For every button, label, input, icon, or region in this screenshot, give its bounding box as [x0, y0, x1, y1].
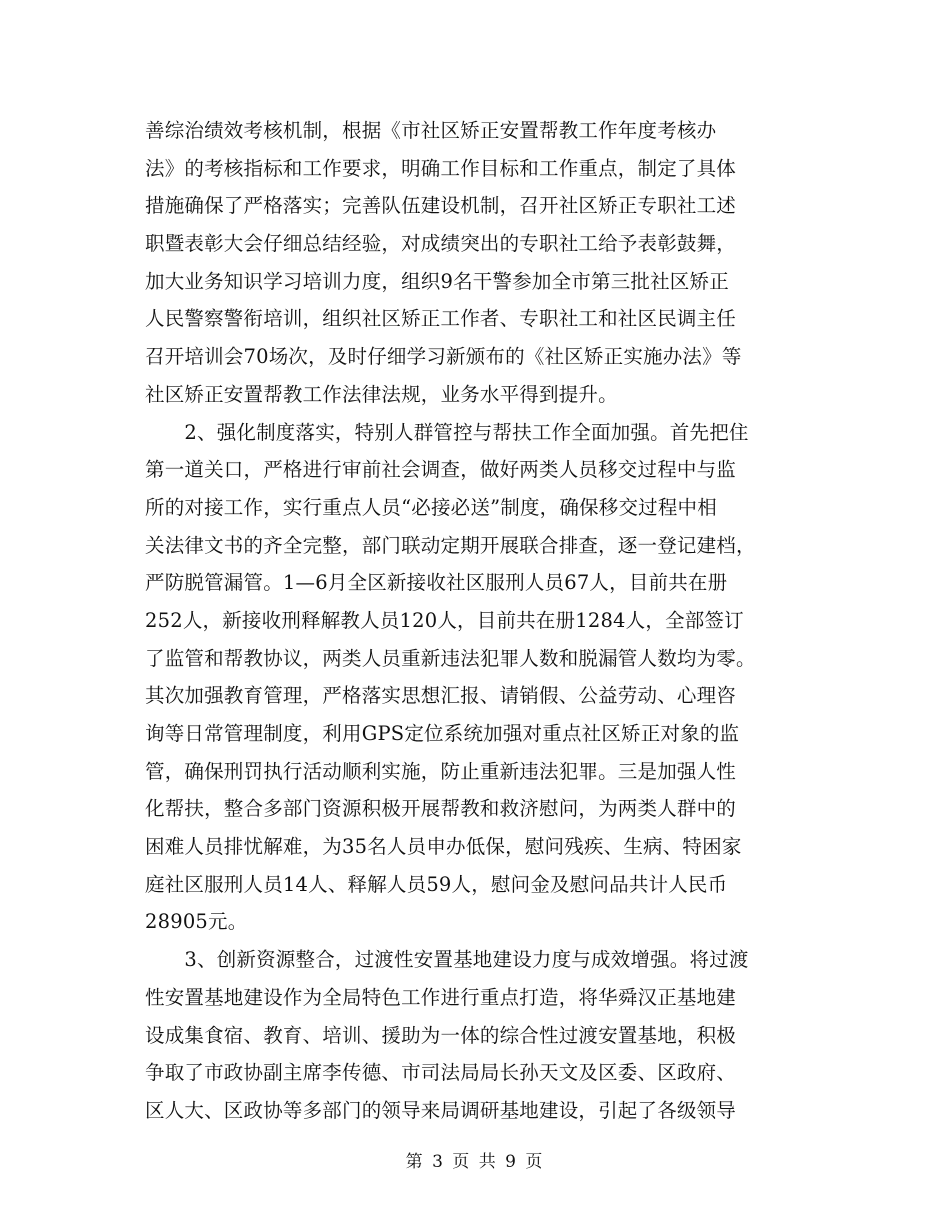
text-line: 措施确保了严格落实；完善队伍建设机制，召开社区矫正专职社工述 [145, 194, 737, 218]
text-line: 善综治绩效考核机制，根据《市社区矫正安置帮教工作年度考核办 [145, 119, 717, 142]
text-line: 252人，新接收刑释解教人员120人，目前共在册1284人，全部签订 [145, 608, 744, 632]
text-line: 争取了市政协副主席李传德、市司法局局长孙天文及区委、区政府、 [145, 1061, 737, 1085]
text-line: 第一道关口，严格进行审前社会调查，做好两类人员移交过程中与监 [145, 458, 737, 482]
page-number-footer: 第 3 页 共 9 页 [405, 1152, 545, 1172]
body-text [145, 112, 810, 1130]
text-line: 所的对接工作，实行重点人员“必接必送”制度，确保移交过程中相 [145, 495, 717, 519]
text-line: 关法律文书的齐全完整，部门联动定期开展联合排查，逐一登记建档， [145, 533, 756, 557]
text-line: 了监管和帮教协议，两类人员重新违法犯罪人数和脱漏管人数均为零。 [145, 646, 756, 670]
text-line: 庭社区服刑人员14人、释解人员59人，慰问金及慰问品共计人民币 [145, 872, 728, 896]
text-line: 召开培训会70场次，及时仔细学习新颁布的《社区矫正实施办法》等 [145, 345, 742, 369]
paragraph-start-line: 3、创新资源整合，过渡性安置基地建设力度与成效增强。将过渡 [145, 948, 749, 972]
text-line: 化帮扶，整合多部门资源积极开展帮教和救济慰问，为两类人群中的 [145, 797, 737, 821]
text-line: 社区矫正安置帮教工作法律法规，业务水平得到提升。 [145, 382, 618, 406]
text-line: 设成集食宿、教育、培训、援助为一体的综合性过渡安置基地，积极 [145, 1023, 737, 1047]
text-line: 职暨表彰大会仔细总结经验，对成绩突出的专职社工给予表彰鼓舞， [145, 232, 737, 256]
text-line: 其次加强教育管理，严格落实思想汇报、请销假、公益劳动、心理咨 [145, 684, 737, 708]
text-line: 加大业务知识学习培训力度，组织9名干警参加全市第三批社区矫正 [145, 269, 729, 293]
text-line: 28905元。 [145, 910, 248, 934]
text-line: 性安置基地建设作为全局特色工作进行重点打造，将华舜汉正基地建 [145, 985, 737, 1009]
text-line: 严防脱管漏管。1—6月全区新接收社区服刑人员67人，目前共在册 [145, 571, 728, 595]
text-line: 法》的考核指标和工作要求，明确工作目标和工作重点，制定了具体 [145, 156, 737, 180]
paragraph-start-line: 2、强化制度落实，特别人群管控与帮扶工作全面加强。首先把住 [145, 420, 749, 444]
text-line: 困难人员排忧解难，为35名人员申办低保，慰问残疾、生病、特困家 [145, 835, 742, 859]
text-line: 管，确保刑罚执行活动顺利实施，防止重新违法犯罪。三是加强人性 [145, 759, 737, 783]
text-line: 人民警察警衔培训，组织社区矫正工作者、专职社工和社区民调主任 [145, 307, 737, 331]
text-line: 区人大、区政协等多部门的领导来局调研基地建设，引起了各级领导 [145, 1098, 737, 1122]
text-line: 询等日常管理制度，利用GPS定位系统加强对重点社区矫正对象的监 [145, 722, 740, 745]
